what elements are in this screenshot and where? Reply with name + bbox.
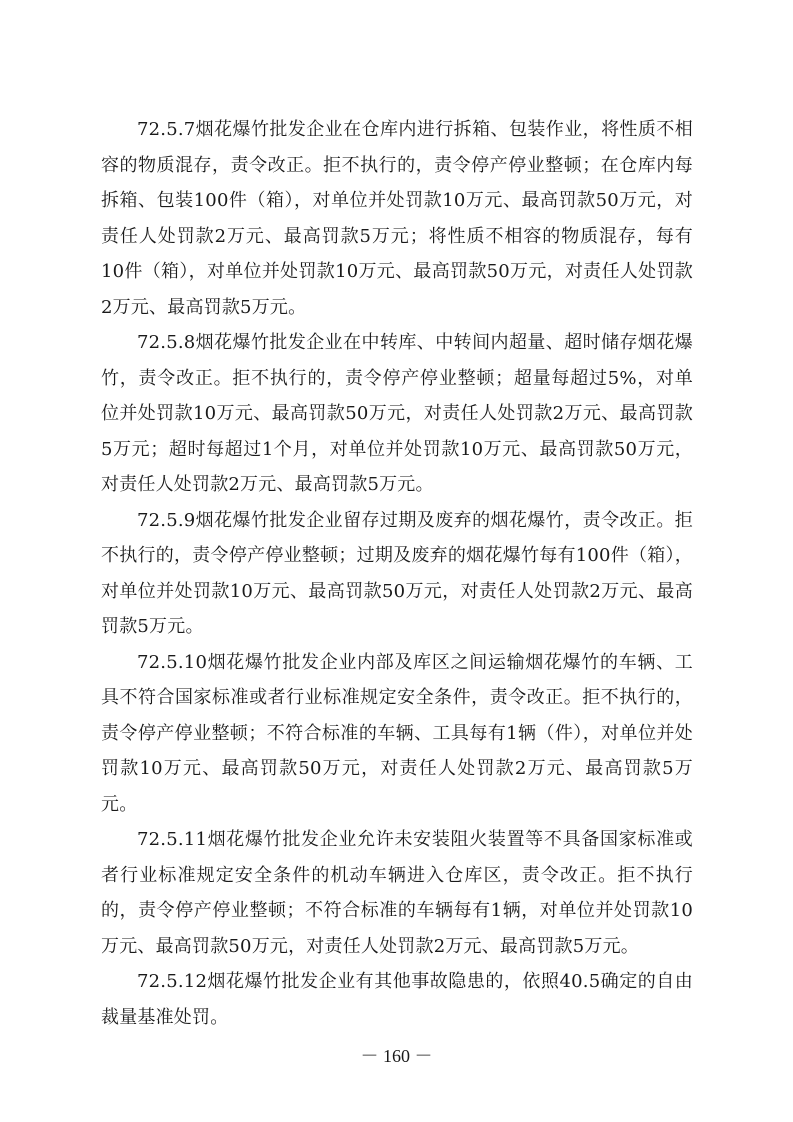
paragraph-72-5-12: 72.5.12烟花爆竹批发企业有其他事故隐患的，依照40.5确定的自由裁量基准处罚。 [101,971,693,1028]
paragraph-72-5-7: 72.5.7烟花爆竹批发企业在仓库内进行拆箱、包装作业，将性质不相容的物质混存，责令改正。拒不执行的，责令停产停业整顿；在仓库内每拆箱、包装100件（箱），对单位并处罚款10万元、最高罚款50万元，对责任人处罚款2万元、最高罚款5万元；将性质不相容的物质混存，每有10件（箱），对单位并处罚款10万元、最高罚款50万元，对责任人处罚款2万元、最高罚款5万元。 [101,119,693,318]
paragraph-72-5-10: 72.5.10烟花爆竹批发企业内部及库区之间运输烟花爆竹的车辆、工具不符合国家标准或者行业标准规定安全条件，责令改正。拒不执行的，责令停产停业整顿；不符合标准的车辆、工具每有1辆（件），对单位并处罚款10万元、最高罚款50万元，对责任人处罚款2万元、最高罚款5万元。 [101,651,693,815]
document-body [101,112,693,1035]
paragraph-72-5-8: 72.5.8烟花爆竹批发企业在中转库、中转间内超量、超时储存烟花爆竹，责令改正。拒不执行的，责令停产停业整顿；超量每超过5%，对单位并处罚款10万元、最高罚款50万元，对责任人处罚款2万元、最高罚款5万元；超时每超过1个月，对单位并处罚款10万元、最高罚款50万元，对责任人处罚款2万元、最高罚款5万元。 [101,332,693,495]
paragraph-72-5-11: 72.5.11烟花爆竹批发企业允许未安装阻火装置等不具备国家标准或者行业标准规定安全条件的机动车辆进入仓库区，责令改正。拒不执行的，责令停产停业整顿；不符合标准的车辆每有1辆，对单位并处罚款10万元、最高罚款50万元，对责任人处罚款2万元、最高罚款5万元。 [101,829,693,957]
page-number: － 160 － [360,1046,433,1066]
paragraph-72-5-9: 72.5.9烟花爆竹批发企业留存过期及废弃的烟花爆竹，责令改正。拒不执行的，责令停产停业整顿；过期及废弃的烟花爆竹每有100件（箱），对单位并处罚款10万元、最高罚款50万元，对责任人处罚款2万元、最高罚款5万元。 [101,509,693,637]
